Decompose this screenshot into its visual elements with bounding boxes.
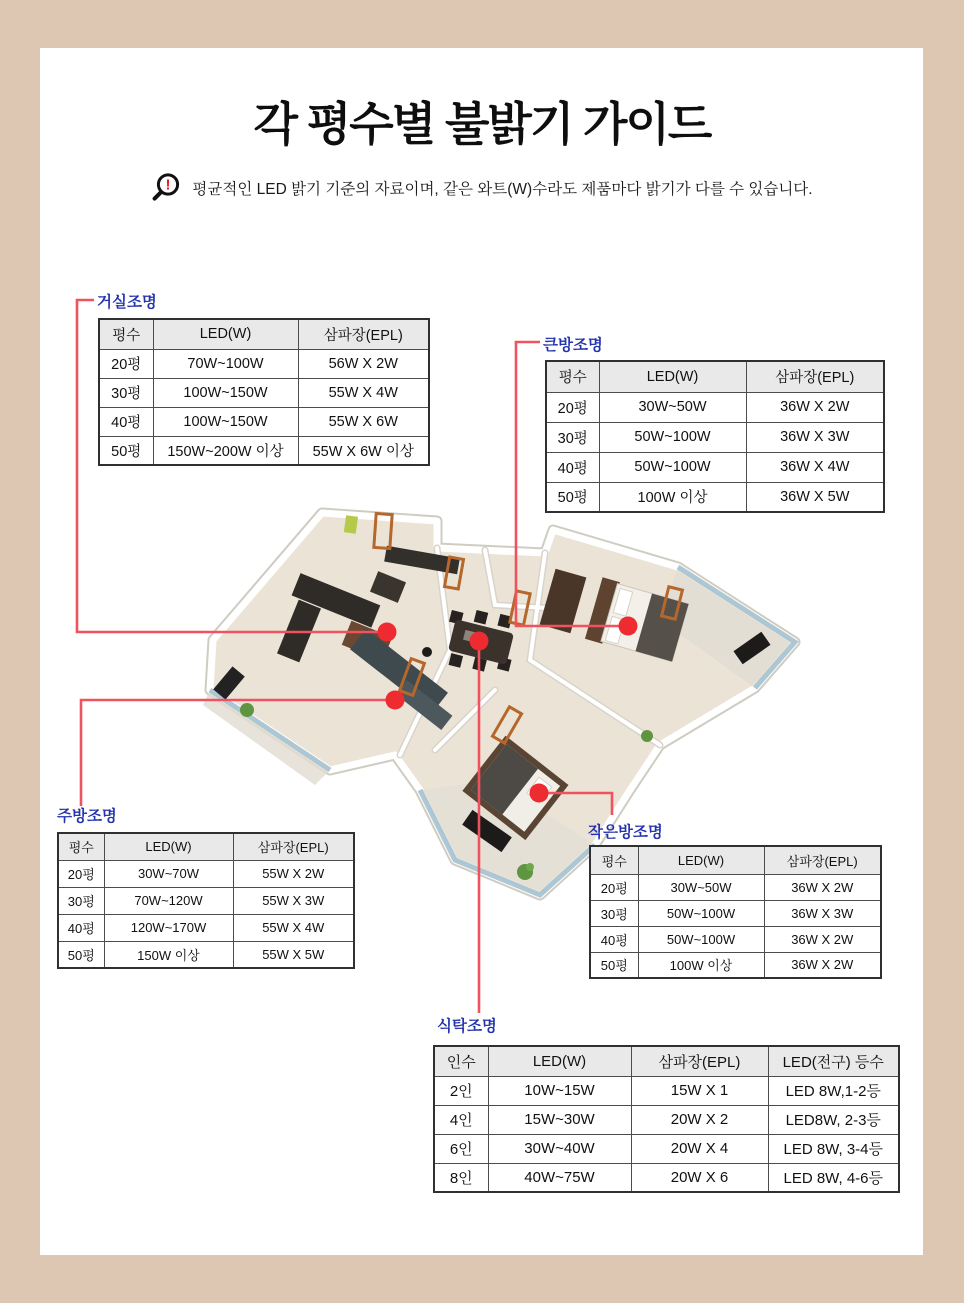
table-row: 20평 30W~50W 36W X 2W — [546, 392, 884, 422]
table-row: 40평 120W~170W 55W X 4W — [58, 914, 354, 941]
col-header: LED(W) — [153, 319, 298, 349]
table-row: 30평 100W~150W 55W X 4W — [99, 378, 429, 407]
col-header: LED(W) — [104, 833, 233, 860]
table-row: 8인 40W~75W 20W X 6 LED 8W, 4-6등 — [434, 1163, 899, 1192]
col-header: 인수 — [434, 1046, 488, 1076]
table-row: 20평 30W~70W 55W X 2W — [58, 860, 354, 887]
living-room-table — [98, 318, 430, 466]
col-header: LED(W) — [599, 361, 746, 392]
table-row: 50평 150W 이상 55W X 5W — [58, 941, 354, 968]
table-row: 40평 50W~100W 36W X 2W — [590, 926, 881, 952]
table-row: 50평 100W 이상 36W X 2W — [590, 952, 881, 978]
kitchen-label: 주방조명 — [57, 808, 117, 825]
table-row: 40평 50W~100W 36W X 4W — [546, 452, 884, 482]
col-header: 평수 — [58, 833, 104, 860]
table-row: 30평 50W~100W 36W X 3W — [546, 422, 884, 452]
dining-label: 식탁조명 — [437, 1018, 497, 1035]
big-room-table — [545, 360, 885, 513]
living-room-label: 거실조명 — [97, 294, 157, 311]
col-header: 삼파장(EPL) — [631, 1046, 768, 1076]
col-header: 평수 — [590, 846, 638, 874]
small-room-label: 작은방조명 — [588, 824, 663, 841]
table-row: 30평 70W~120W 55W X 3W — [58, 887, 354, 914]
svg-text:!: ! — [165, 176, 171, 194]
notice-row — [0, 172, 964, 203]
table-row: 50평 150W~200W 이상 55W X 6W 이상 — [99, 436, 429, 465]
kitchen-table — [57, 832, 355, 969]
table-row: 30평 50W~100W 36W X 3W — [590, 900, 881, 926]
table-row: 20평 30W~50W 36W X 2W — [590, 874, 881, 900]
big-room-label: 큰방조명 — [543, 337, 603, 354]
col-header: LED(W) — [488, 1046, 631, 1076]
notice-text: 평균적인 LED 밝기 기준의 자료이며, 같은 와트(W)수라도 제품마다 밝기가 다를 수 있습니다. — [192, 180, 813, 198]
table-row: 4인 15W~30W 20W X 2 LED8W, 2-3등 — [434, 1105, 899, 1134]
small-room-table — [589, 845, 882, 979]
dining-table — [433, 1045, 900, 1193]
col-header: 삼파장(EPL) — [233, 833, 354, 860]
page-title: 각 평수별 불밝기 가이드 — [253, 98, 711, 150]
col-header: 삼파장(EPL) — [298, 319, 429, 349]
col-header: 삼파장(EPL) — [764, 846, 881, 874]
table-row: 50평 100W 이상 36W X 5W — [546, 482, 884, 512]
col-header: LED(W) — [638, 846, 764, 874]
table-row: 40평 100W~150W 55W X 6W — [99, 407, 429, 436]
col-header: 평수 — [546, 361, 599, 392]
col-header: 평수 — [99, 319, 153, 349]
magnifier-alert-icon — [151, 172, 182, 203]
col-header: 삼파장(EPL) — [746, 361, 884, 392]
table-row: 20평 70W~100W 56W X 2W — [99, 349, 429, 378]
table-row: 6인 30W~40W 20W X 4 LED 8W, 3-4등 — [434, 1134, 899, 1163]
table-row: 2인 10W~15W 15W X 1 LED 8W,1-2등 — [434, 1076, 899, 1105]
col-header: LED(전구) 등수 — [768, 1046, 899, 1076]
